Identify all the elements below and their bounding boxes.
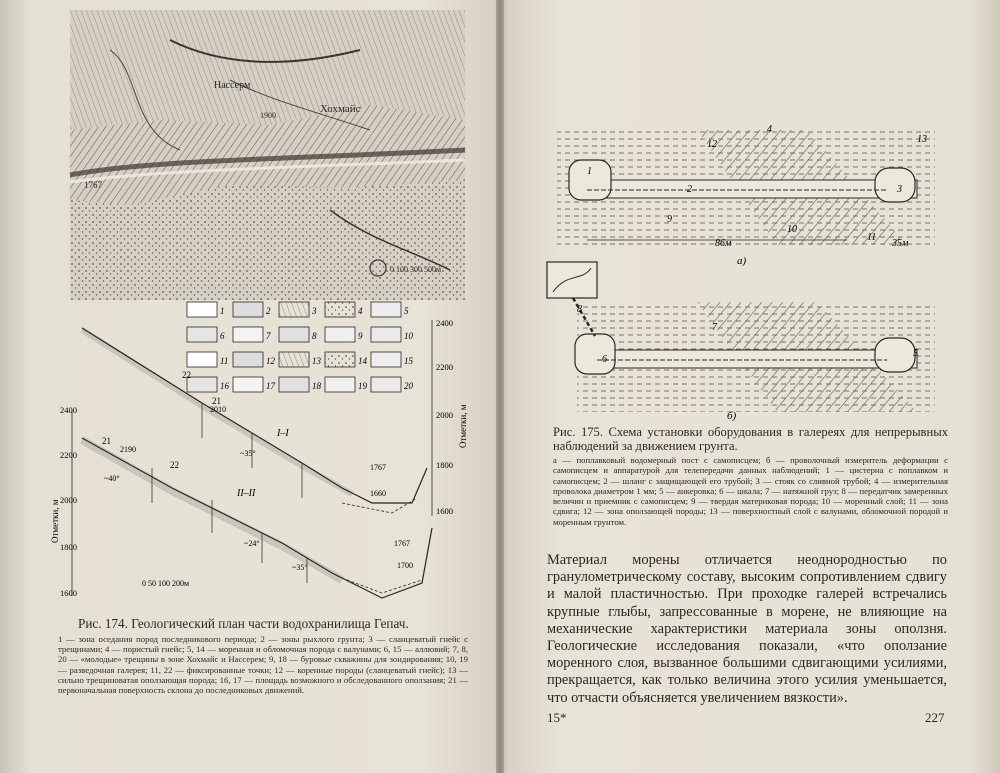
fig175-number-11: 11 <box>867 232 877 243</box>
legend-number-8: 8 <box>312 331 317 341</box>
left-tick-1800: 1800 <box>60 542 77 552</box>
fig175-number-6: 6 <box>602 354 607 365</box>
right-tick-2200: 2200 <box>436 362 453 372</box>
page-number: 227 <box>925 710 945 725</box>
fig175-caption-title: Рис. 175. Схема установки оборудования в галереях для непрерывных наблюдений за движением грунта. <box>553 425 948 453</box>
legend-number-10: 10 <box>404 331 413 341</box>
point-label-21-a: 21 <box>212 396 221 406</box>
left-tick-1600: 1600 <box>60 588 77 598</box>
left-tick-2400: 2400 <box>60 405 77 415</box>
section-label-II: II–II <box>237 488 256 499</box>
legend-number-3: 3 <box>312 306 317 316</box>
fig175-number-12: 12 <box>707 139 717 150</box>
variant-a-label: а) <box>737 255 747 267</box>
legend-number-6: 6 <box>220 331 225 341</box>
variant-b-label: б) <box>727 410 737 422</box>
legend-number-20: 20 <box>404 381 413 391</box>
legend-number-7: 7 <box>266 331 271 341</box>
fig175-number-1: 1 <box>587 166 592 177</box>
legend-number-13: 13 <box>312 356 321 366</box>
legend-number-2: 2 <box>266 306 271 316</box>
left-tick-2200: 2200 <box>60 450 77 460</box>
paragraph-2: Материал морены отличается неоднородностью по гранулометрическому составу, высоким сопротивлением сдвигу и малой пластичностью. При проходке галерей встречались крупные глыбы, запрессованные в морене, не влияющие на механические характеристики материала зоны оползня. Геологические исследования показали, «что оползание моренного слоя, вызванное большими сдвигающими усилиями, прекращается, как только величина этого усилия уменьшается, что отчасти объясняется увеличением вязкости». <box>547 552 947 706</box>
right-axis-label: Отметки, м <box>458 404 468 448</box>
legend-number-16: 16 <box>220 381 229 391</box>
legend-number-12: 12 <box>266 356 275 366</box>
legend-number-5: 5 <box>404 306 409 316</box>
dim-35m: 35м <box>892 238 909 249</box>
fig174-caption-legend: 1 — зона оседания пород последникового периода; 2 — зоны рыхлого грунта; 3 — сланцеватый гнейс с трещинами; 4 — пористый гнейс; 5, 14 — моренная и обломочная порода с валунами; 6, 15 — аллювий; 7, 8, 20 — «молодые» трещины в зоне Хохмайс и Нассерем; 9, 18 — буровые скважины для зондирования; 10, 19 — разведочная галерея; 11, 22 — фиксированные точки; 12 — коренные породы (сланцеватый гнейс); 13 — сильно трещиноватая оползающая порода; 16, 17 — площадь возможного и обследованного оползания; 21 — первоначальная поверхность склона до последниковых движений. <box>58 634 468 696</box>
legend-number-19: 19 <box>358 381 367 391</box>
legend-number-9: 9 <box>358 331 363 341</box>
elev-1660: 1660 <box>370 489 386 498</box>
right-tick-1800: 1800 <box>436 460 453 470</box>
angle-24: ~24° <box>244 539 260 548</box>
point-label-22-a: 22 <box>182 370 191 380</box>
legend-swatch-1 <box>187 302 217 317</box>
legend-number-17: 17 <box>266 381 275 391</box>
section-scale-label: 0 50 100 200м <box>142 579 190 588</box>
fig175-number-8: 8 <box>577 304 582 315</box>
signature-mark: 15* <box>547 710 567 725</box>
dim-86m: 86м <box>715 238 732 249</box>
fig174-cross-sections <box>52 318 472 618</box>
fig175-number-2: 2 <box>687 184 692 195</box>
elev-1700: 1700 <box>397 561 413 570</box>
legend-number-4: 4 <box>358 306 363 316</box>
place-label-nasserm: Нассерм <box>214 80 251 91</box>
fig175-number-4: 4 <box>767 124 772 135</box>
elev-1767-b: 1767 <box>394 539 410 548</box>
left-tick-2000: 2000 <box>60 495 77 505</box>
point-label-22-b: 22 <box>170 460 179 470</box>
fig175-gallery-diagram <box>547 122 945 422</box>
fig175-caption-legend: а — поплавковый водомерный пост с самописцем; б — проволочный измеритель деформации с самописцем и аппаратурой для телепередачи данных наблюдений; 1 — цистерна с поплавком и самописцем; 2 — шланг с защищающей его трубой; 3 — стояк со сливной трубой; 4 — измерительная проволока диаметром 1 мм; 5 — анкеровка; 6 — шкала; 7 — натяжной груз; 8 — передатчик замеренных величин и приемник с самописцем; 9 — твердая материковая порода; 10 — моренный слой; 11 — зона сдвига; 12 — зона оползающей породы; 13 — поверхностный слой с валунами, обломочной породой и моренным грунтом. <box>553 455 948 527</box>
fig175-number-7: 7 <box>712 322 717 333</box>
fig174-caption-title: Рис. 174. Геологический план части водохранилища Гепач. <box>78 616 409 631</box>
angle-35-b: ~35° <box>292 563 308 572</box>
elev-2190: 2190 <box>120 445 136 454</box>
right-tick-1600: 1600 <box>436 506 453 516</box>
map-elevation-1767: 1767 <box>84 180 102 190</box>
elev-1767-a: 1767 <box>370 463 386 472</box>
fig174-geological-map <box>70 10 465 300</box>
legend-number-11: 11 <box>220 356 229 366</box>
point-label-21-b: 21 <box>102 436 111 446</box>
book-gutter <box>496 0 504 773</box>
fig175-number-13: 13 <box>917 134 927 145</box>
map-elevation-1900: 1900 <box>260 111 276 120</box>
fig175-number-5: 5 <box>913 348 918 359</box>
legend-number-1: 1 <box>220 306 225 316</box>
legend-swatch-3 <box>279 302 309 317</box>
legend-swatch-5 <box>371 302 401 317</box>
map-scale-bar-label: 0 100 300 500м <box>390 265 442 274</box>
elev-2010: 2010 <box>210 405 226 414</box>
fig175-number-10: 10 <box>787 224 797 235</box>
place-label-hohmais: Хохмайс <box>320 103 361 115</box>
legend-number-14: 14 <box>358 356 367 366</box>
fig175-number-9: 9 <box>667 214 672 225</box>
section-label-I: I–I <box>277 428 289 439</box>
legend-number-15: 15 <box>404 356 413 366</box>
angle-40: ~40° <box>104 474 120 483</box>
angle-35-a: ~35° <box>240 449 256 458</box>
legend-number-18: 18 <box>312 381 321 391</box>
left-axis-label: Отметки, м <box>50 499 60 543</box>
right-tick-2000: 2000 <box>436 410 453 420</box>
legend-swatch-2 <box>233 302 263 317</box>
legend-swatch-4 <box>325 302 355 317</box>
right-tick-2400: 2400 <box>436 318 453 328</box>
fig175-number-3: 3 <box>897 184 902 195</box>
